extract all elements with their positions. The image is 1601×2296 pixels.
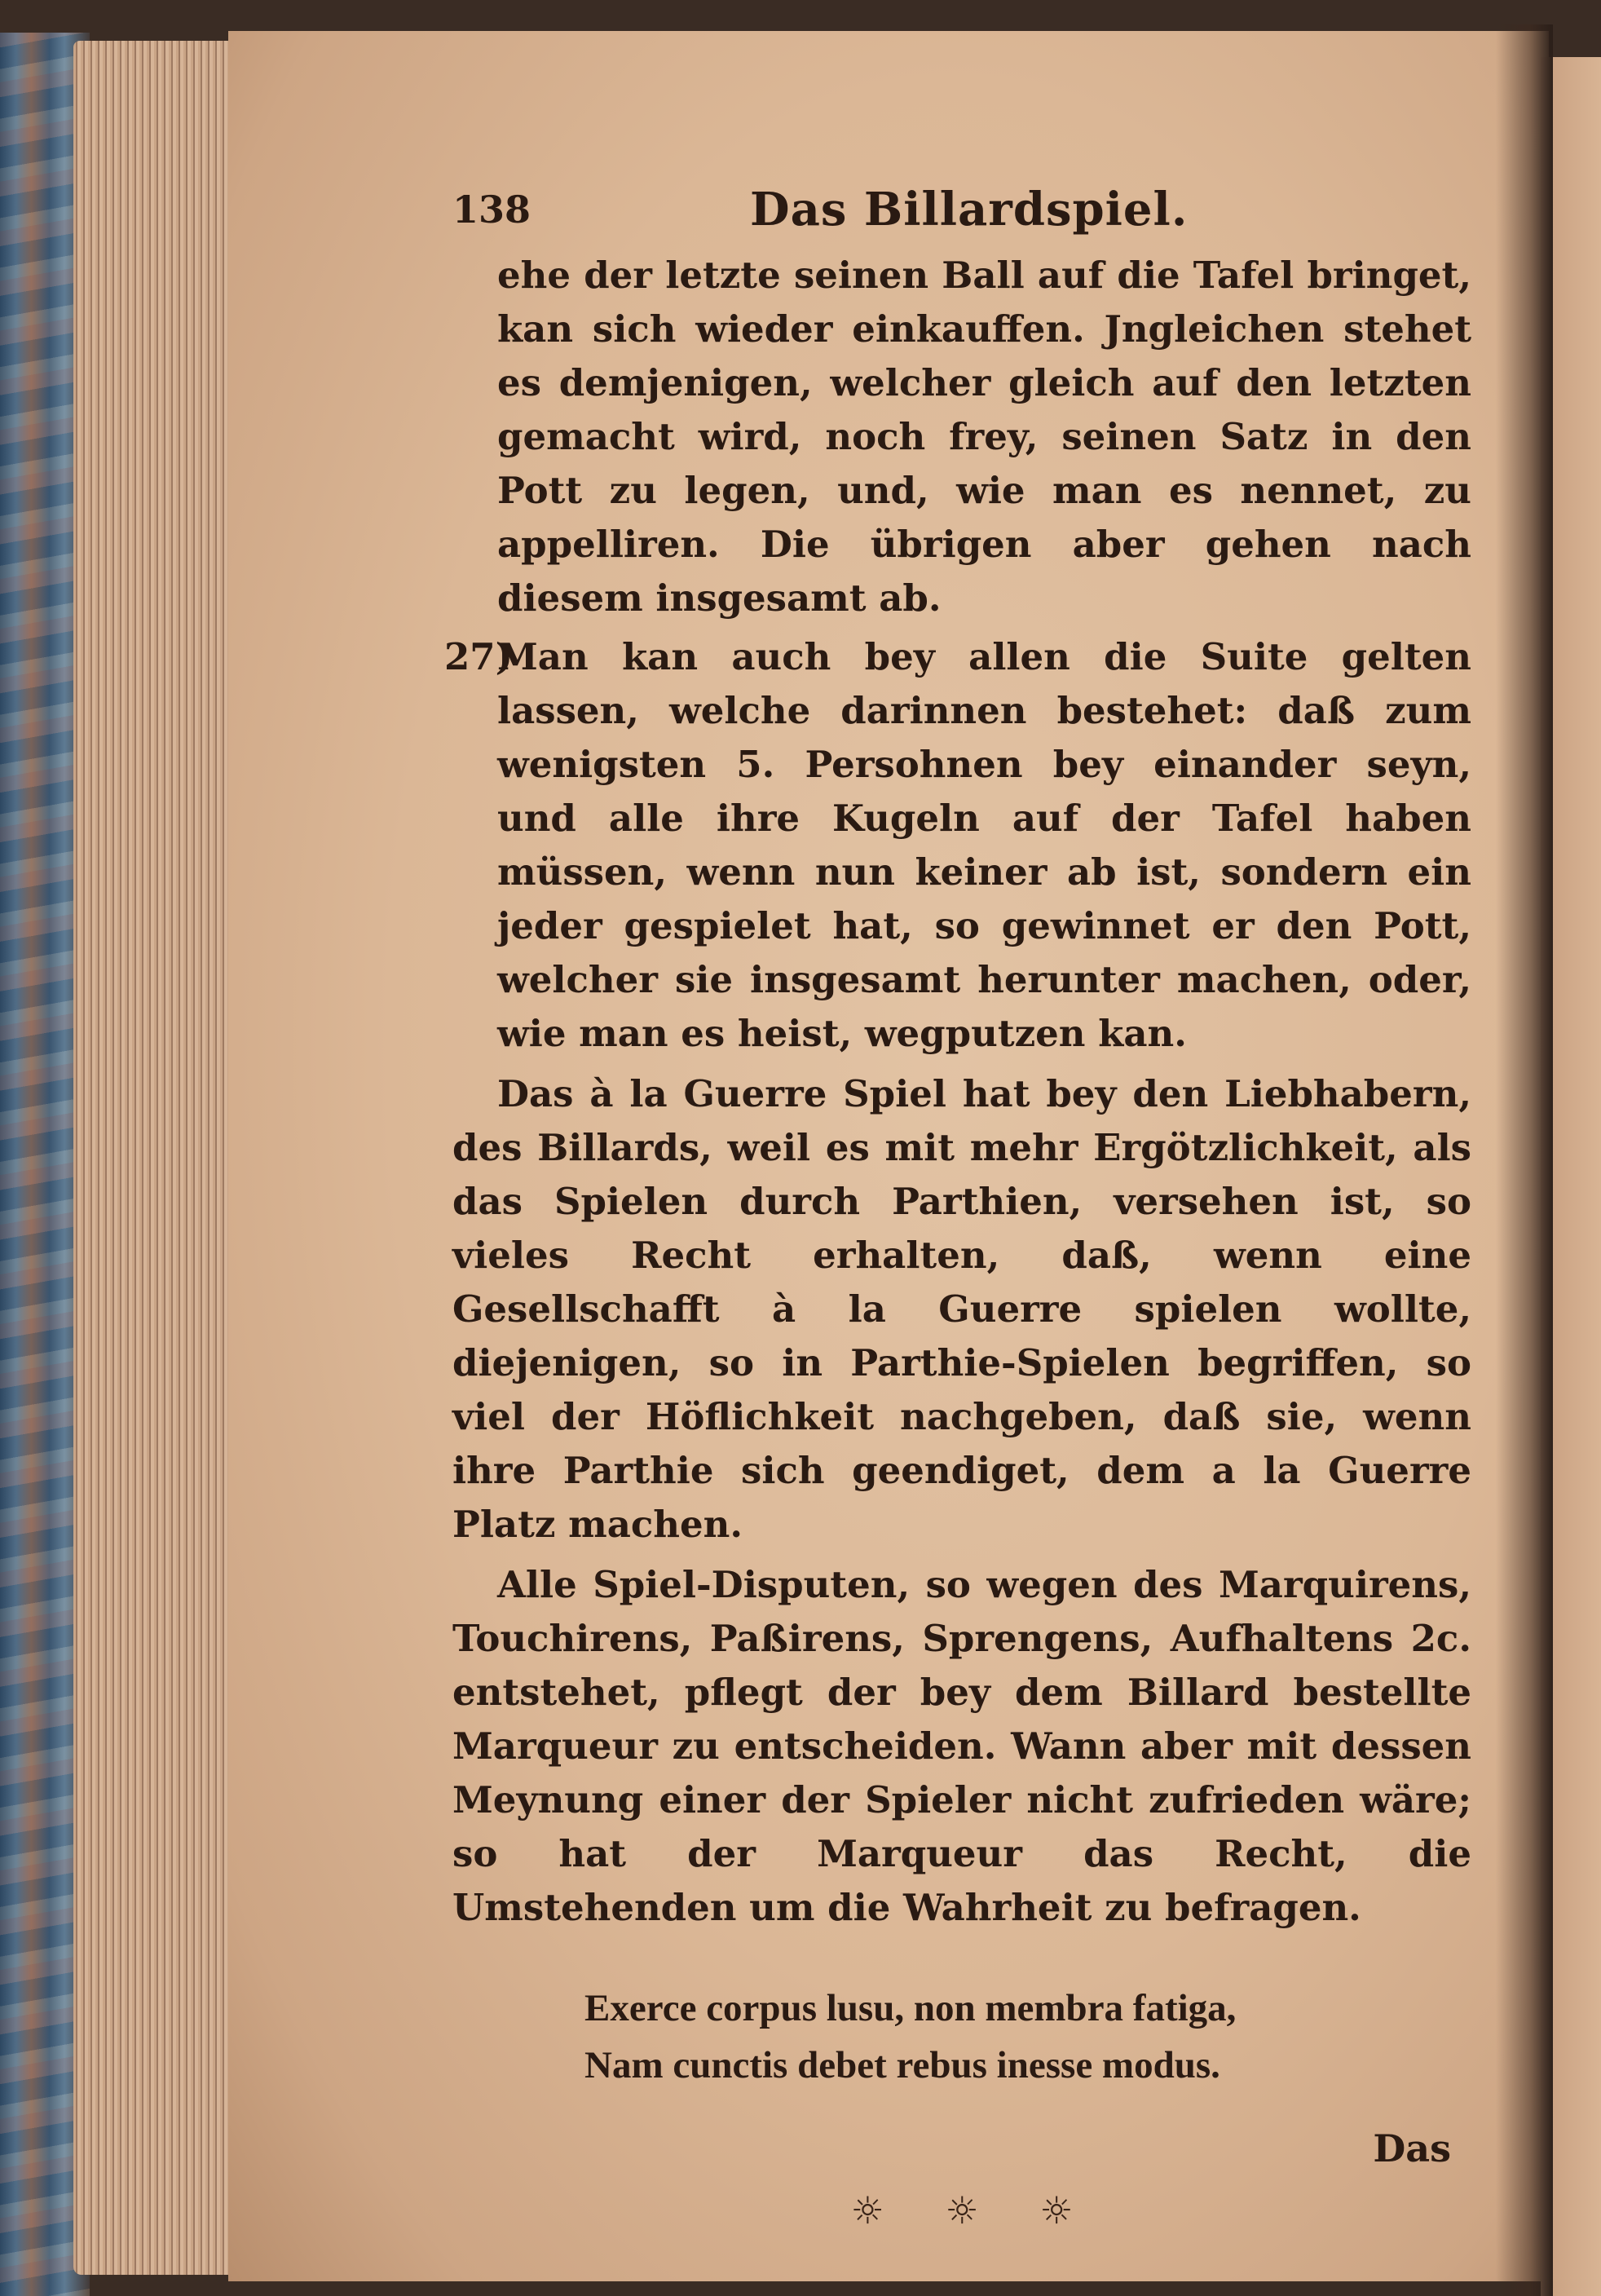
rule-27 — [444, 630, 1471, 1061]
rule-27-text: Man kan auch bey allen die Suite gelten lassen, welche darinnen bestehet: daß zum wenigsten 5. Persohnen bey einander seyn, und alle ihre Kugeln auf der Tafel haben müssen, wenn nun keiner ab ist, sondern ein jeder gespielet hat, so gewinnet er den Pott, welcher sie insgesamt herunter machen, oder, wie man es heist, wegputzen kan. — [497, 635, 1471, 1055]
page-number: 138 — [452, 188, 531, 232]
paragraph-a-la-guerre: Das à la Guerre Spiel hat bey den Liebhabern, des Billards, weil es mit mehr Ergötzlichkeit, als das Spielen durch Parthien, versehen ist, so vieles Recht erhalten, daß, wenn eine Gesellschafft à la Guerre spielen wollte, diejenigen, so in Parthie-Spielen begriffen, so viel der Höflichkeit nachgeben, daß sie, wenn ihre Parthie sich geendiget, dem a la Guerre Platz machen. — [452, 1072, 1471, 1546]
body-text — [444, 249, 1471, 1935]
page-content — [444, 171, 1471, 2232]
ornament-stars: ☼ ☼ ☼ — [850, 2188, 1098, 2232]
verse-line-1: Exerce corpus lusu, non membra fatiga, — [584, 1987, 1237, 2029]
page-edges — [73, 41, 236, 2275]
paragraph-disputes: Alle Spiel-Disputen, so wegen des Marquirens, Touchirens, Paßirens, Sprengens, Aufhaltens 2c. entstehet, pflegt der bey dem Billard bestellte Marqueur zu entscheiden. Wann aber mit dessen Meynung einer der Spieler nicht zufrieden wäre; so hat der Marqueur das Recht, die Umstehenden um die Wahrheit zu befragen. — [452, 1563, 1471, 1929]
running-title: Das Billardspiel. — [750, 183, 1189, 236]
catchword: Das — [1373, 2126, 1451, 2170]
rule-27-number: 27) — [444, 635, 513, 678]
verse-line-2: Nam cunctis debet rebus inesse modus. — [584, 2044, 1220, 2086]
paragraph-intro: ehe der letzte seinen Ball auf die Tafel bringet, kan sich wieder einkauffen. Jngleichen stehet es demjenigen, welcher gleich auf den letzten gemacht wird, noch frey, seinen Satz in den Pott zu legen, und, wie man es nennet, zu appelliren. Die übrigen aber gehen nach diesem insgesamt ab. — [497, 254, 1471, 620]
latin-verse — [452, 1980, 1471, 2094]
page-header — [452, 171, 1471, 249]
book-gutter — [1496, 24, 1553, 2296]
